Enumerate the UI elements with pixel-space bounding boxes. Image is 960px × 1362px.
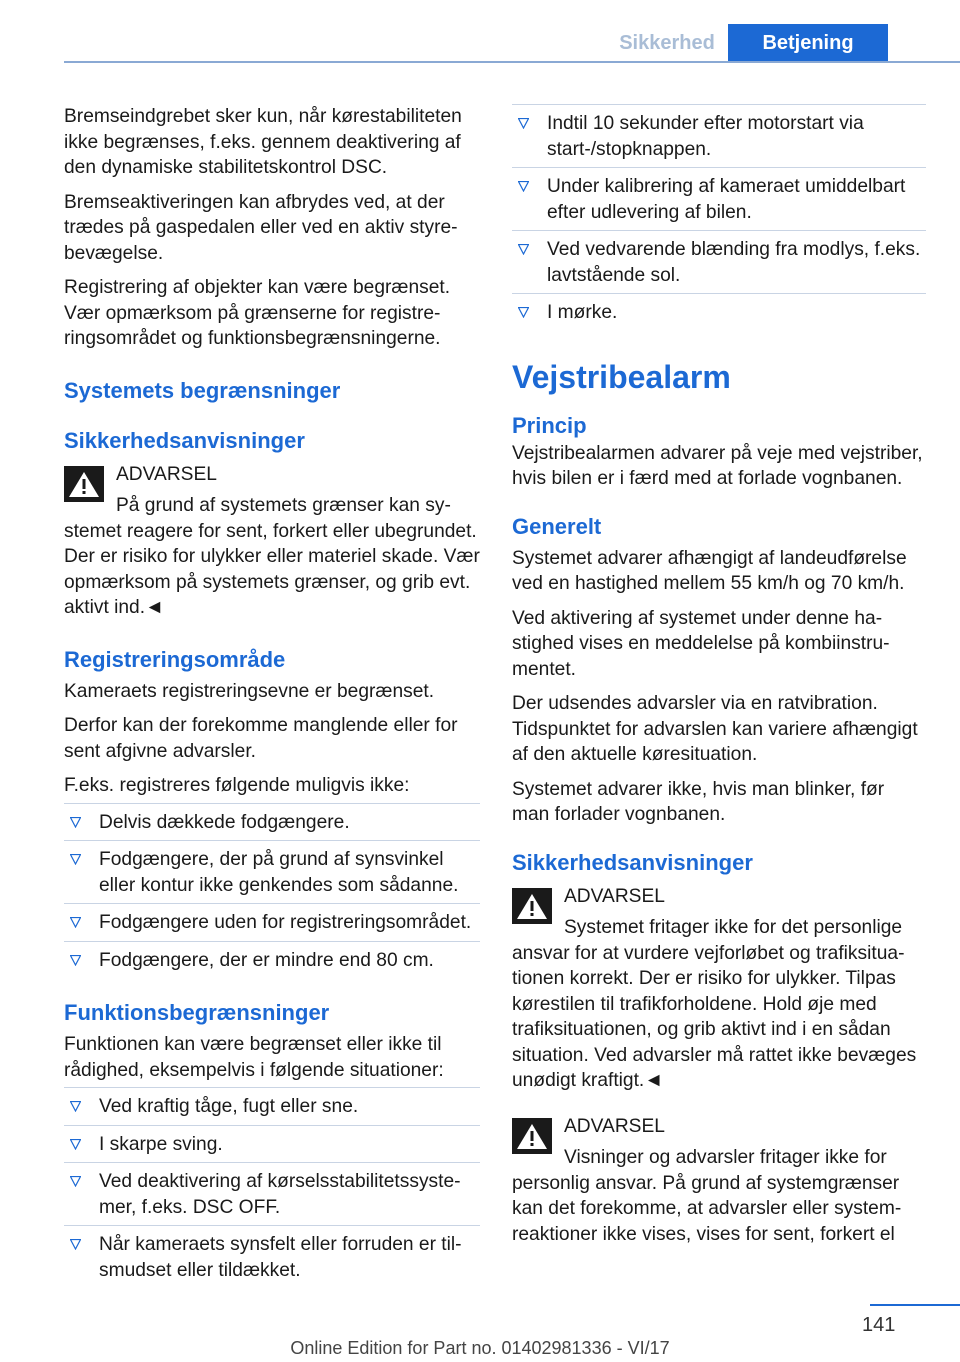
warning-title: ADVARSEL [564,1115,665,1137]
tab-betjening[interactable]: Betjening [728,24,888,62]
paragraph: Bremseaktiveringen kan afbrydes ved, at der trædes på gaspedalen eller ved en aktiv styrebevægelse. [64,191,458,264]
subheading-safety: Sikkerhedsanvisninger [64,427,305,453]
list-item: Ved kraftig tåge, fugt eller sne. [64,1087,480,1125]
bullet-triangle-icon [70,1239,81,1250]
warning-text: Systemet fritager ikke for det personlige ansvar for at vurdere vejforløbet og trafiksituationen korrekt. Der er risiko for ulykker. Tilpas kørestilen til trafikforholdene. Hold øje med trafiksituationen, og grib aktivt ind i en sådan situation. Ved advarsler må rattet ikke bevæges unødigt kraftigt.◄ [512,917,917,1091]
chapter-heading: Vejstribealarm [512,358,731,395]
footer-rule [870,1304,960,1306]
list-item: Fodgængere, der på grund af synsvinkel eller kontur ikke genkendes som sådanne. [64,840,480,903]
page-number: 141 [862,1314,896,1336]
paragraph: Kameraets registreringsevne er begrænset. [64,680,435,702]
area-list [64,803,480,979]
bullet-triangle-icon [70,817,81,828]
warning-title: ADVARSEL [116,463,217,485]
subheading-principle: Princip [512,412,587,438]
subheading-safety: Sikkerhedsanvisninger [512,849,753,875]
bullet-triangle-icon [70,955,81,966]
bullet-triangle-icon [70,1139,81,1150]
subheading-area: Registreringsområde [64,646,286,672]
paragraph: Der udsendes advarsler via en ratvibration. Tidspunktet for advarslen kan variere afhængigt af den aktuelle køresituation. [512,693,918,765]
list-item: Delvis dækkede fodgængere. [64,803,480,841]
paragraph: Ved aktivering af systemet under denne hastighed vises en meddelelse på kombiinstrumentet. [512,607,890,680]
bullet-triangle-icon [70,854,81,865]
warning-triangle-icon [64,466,104,502]
header-rule [64,61,960,63]
function-list [64,1087,480,1288]
list-item: Fodgængere, der er mindre end 80 cm. [64,941,480,979]
bullet-triangle-icon [518,118,529,129]
subheading-function-limits: Funktionsbegrænsninger [64,1000,330,1025]
paragraph: Derfor kan der forekomme manglende eller for sent afgivne advarsler. [64,715,458,762]
section-heading-limits: Systemets begrænsninger [64,377,341,403]
bullet-triangle-icon [518,244,529,255]
paragraph: Registrering af objekter kan være begrænset. Vær opmærksom på grænserne for registreringsområdet og funktionsbegrænsningerne. [64,277,451,349]
bullet-triangle-icon [518,307,529,318]
right-column [512,104,926,1257]
paragraph: F.eks. registreres følgende muligvis ikke: [64,775,410,796]
list-item: Når kameraets synsfelt eller forruden er tilsmudset eller tildækket. [64,1225,480,1288]
warning-block [64,462,480,621]
list-item: I skarpe sving. [64,1125,480,1163]
bullet-triangle-icon [70,1176,81,1187]
warning-title: ADVARSEL [564,885,665,907]
paragraph: Systemet advarer ikke, hvis man blinker, før man forlader vognbanen. [512,778,885,825]
list-item: Under kalibrering af kameraet umiddelbart efter udlevering af bilen. [512,167,926,230]
paragraph: Funktionen kan være begrænset eller ikke til rådighed, eksempelvis i følgende situationer: [64,1034,444,1081]
warning-text: På grund af systemets grænser kan systemet reagere for sent, forkert eller ubegrundet. Der er risiko for ulykker eller materiel skade. Vær opmærksom på systemets grænser, og grib evt. aktivt ind.◄ [64,495,480,618]
list-item: Fodgængere uden for registreringsområdet. [64,903,480,941]
left-column [64,104,480,1288]
warning-block [512,1114,926,1248]
warning-block [512,884,926,1094]
paragraph: Systemet advarer afhængigt af landeudførelse ved en hastighed mellem 55 km/h og 70 km/h. [512,547,907,594]
subheading-general: Generelt [512,513,602,539]
continued-list [512,104,926,331]
paragraph: Vejstribealarmen advarer på veje med vejstriber, hvis bilen er i færd med at forlade vognbanen. [512,442,923,489]
chapter-tabs [606,24,888,62]
bullet-triangle-icon [70,917,81,928]
list-item: Ved deaktivering af kørselsstabilitetssystemer, f.eks. DSC OFF. [64,1162,480,1225]
list-item: Ved vedvarende blænding fra modlys, f.eks. lavtstående sol. [512,230,926,293]
warning-triangle-icon [512,1118,552,1154]
list-item: Indtil 10 sekunder efter motorstart via start-/stopknappen. [512,104,926,167]
bullet-triangle-icon [518,181,529,192]
tab-sikkerhed[interactable]: Sikkerhed [619,32,715,54]
paragraph: Bremseindgrebet sker kun, når kørestabiliteten ikke begrænses, f.eks. gennem deaktivering af den dynamiske stabilitetskontrol DSC. [64,106,462,178]
bullet-triangle-icon [70,1101,81,1112]
edition-footer: Online Edition for Part no. 01402981336 - VI/17 [290,1338,670,1358]
warning-triangle-icon [512,888,552,924]
list-item: I mørke. [512,293,926,331]
warning-text: Visninger og advarsler fritager ikke for personlig ansvar. På grund af systemgrænser kan det forekomme, at advarsler eller systemreaktioner ikke vises, vises for sent, forkert el [512,1147,902,1245]
